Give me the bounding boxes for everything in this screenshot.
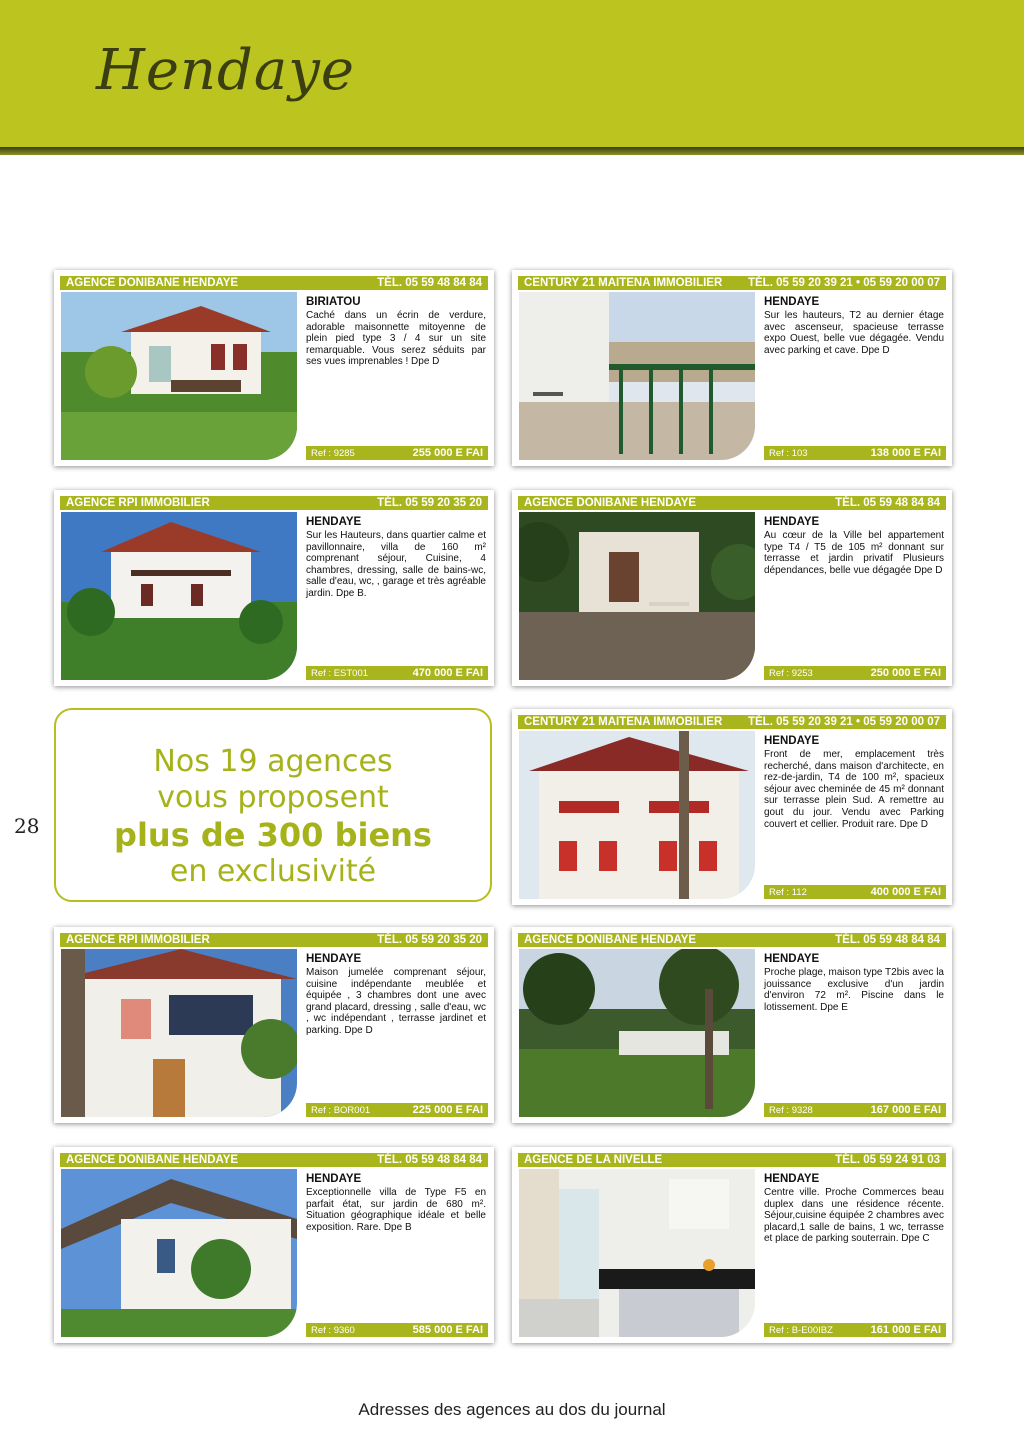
property-photo[interactable]: [61, 949, 297, 1117]
agency-phone: TÉL. 05 59 20 39 21 • 05 59 20 00 07: [747, 716, 940, 728]
agency-phone: TÉL. 05 59 20 35 20: [377, 497, 482, 509]
card-footer: [764, 446, 946, 460]
listing-card[interactable]: [512, 709, 952, 905]
agency-name: AGENCE RPI IMMOBILIER: [66, 497, 210, 509]
property-price: 470 000 E FAI: [412, 667, 483, 679]
agency-name: CENTURY 21 MAITENA IMMOBILIER: [524, 716, 723, 728]
card-header: [518, 276, 946, 290]
property-ref: Ref : 9253: [769, 667, 813, 679]
property-town: HENDAYE: [306, 953, 362, 965]
listing-card[interactable]: [512, 1147, 952, 1343]
property-town: HENDAYE: [306, 516, 362, 528]
agency-phone: TÉL. 05 59 48 84 84: [835, 497, 940, 509]
listing-card[interactable]: [54, 490, 494, 686]
property-town: BIRIATOU: [306, 296, 361, 308]
agency-phone: TÉL. 05 59 24 91 03: [835, 1154, 940, 1166]
property-price: 161 000 E FAI: [870, 1324, 941, 1336]
property-town: HENDAYE: [764, 735, 820, 747]
listing-card[interactable]: [54, 927, 494, 1123]
agency-phone: TÉL. 05 59 20 35 20: [377, 934, 482, 946]
agency-phone: TÉL. 05 59 48 84 84: [377, 277, 482, 289]
card-header: [518, 1153, 946, 1167]
card-footer: [306, 666, 488, 680]
agency-name: AGENCE DONIBANE HENDAYE: [66, 1154, 239, 1166]
property-photo[interactable]: [519, 292, 755, 460]
listing-card[interactable]: [512, 927, 952, 1123]
property-town: HENDAYE: [764, 296, 820, 308]
property-price: 138 000 E FAI: [870, 447, 941, 459]
header-rule: [0, 147, 1024, 155]
card-footer: [764, 1323, 946, 1337]
property-photo[interactable]: [519, 731, 755, 899]
agency-name: AGENCE DE LA NIVELLE: [524, 1154, 663, 1166]
card-footer: [306, 446, 488, 460]
page-number: 28: [14, 814, 40, 838]
listing-card[interactable]: [512, 270, 952, 466]
property-photo[interactable]: [519, 1169, 755, 1337]
card-footer: [764, 666, 946, 680]
property-description: Maison jumelée comprenant séjour, cuisine indépendante meublée et équipée , 3 chambres dont une avec grand placard, dressing , salle d'eau, wc , wc indépendant , terrasse jardinet et parking. Dpe D: [306, 967, 486, 1036]
promo-line: vous proposent: [157, 780, 389, 815]
agency-name: CENTURY 21 MAITENA IMMOBILIER: [524, 277, 723, 289]
listing-card[interactable]: [54, 1147, 494, 1343]
card-footer: [306, 1323, 488, 1337]
agency-phone: TÉL. 05 59 48 84 84: [835, 934, 940, 946]
card-footer: [764, 885, 946, 899]
property-price: 250 000 E FAI: [870, 667, 941, 679]
promo-line: en exclusivité: [169, 854, 377, 889]
agency-name: AGENCE RPI IMMOBILIER: [66, 934, 210, 946]
promo-line: Nos 19 agences: [153, 744, 393, 779]
card-footer: [306, 1103, 488, 1117]
property-ref: Ref : 9328: [769, 1104, 813, 1116]
property-description: Proche plage, maison type T2bis avec la jouissance exclusive d'un jardin d'environ 72 m². Piscine dans le lotissement. Dpe E: [764, 967, 944, 1013]
property-description: Sur les Hauteurs, dans quartier calme et pavillonnaire, villa de 160 m² comprenant séjour, Cuisine, 4 chambres, dressing, salle de bains-wc, salle d'eau, wc, , garage et très agréable jardin. Dpe B.: [306, 530, 486, 599]
property-price: 167 000 E FAI: [870, 1104, 941, 1116]
property-ref: Ref : 112: [769, 886, 807, 898]
card-header: [518, 933, 946, 947]
agency-name: AGENCE DONIBANE HENDAYE: [66, 277, 239, 289]
card-header: [60, 1153, 488, 1167]
property-town: HENDAYE: [306, 1173, 362, 1185]
agency-phone: TÉL. 05 59 48 84 84: [377, 1154, 482, 1166]
promo-box: [54, 708, 492, 902]
card-header: [518, 715, 946, 729]
property-ref: Ref : 9360: [311, 1324, 355, 1336]
agency-name: AGENCE DONIBANE HENDAYE: [524, 934, 697, 946]
property-price: 225 000 E FAI: [412, 1104, 483, 1116]
property-ref: Ref : 103: [769, 447, 808, 459]
property-town: HENDAYE: [764, 953, 820, 965]
card-footer: [764, 1103, 946, 1117]
page-title: Hendaye: [96, 38, 356, 103]
property-photo[interactable]: [61, 1169, 297, 1337]
promo-highlight: plus de 300 biens: [114, 816, 432, 854]
property-ref: Ref : EST001: [311, 667, 369, 679]
property-ref: Ref : BOR001: [311, 1104, 371, 1116]
property-price: 585 000 E FAI: [412, 1324, 483, 1336]
property-ref: Ref : B-E00IBZ: [769, 1324, 833, 1336]
property-photo[interactable]: [61, 512, 297, 680]
property-town: HENDAYE: [764, 516, 820, 528]
property-price: 400 000 E FAI: [870, 886, 941, 898]
property-description: Sur les hauteurs, T2 au dernier étage avec ascenseur, spacieuse terrasse expo Ouest, belle vue dégagée. Vendu avec parking et cave. Dpe D: [764, 310, 944, 356]
agency-phone: TÉL. 05 59 20 39 21 • 05 59 20 00 07: [747, 277, 940, 289]
property-description: Exceptionnelle villa de Type F5 en parfait état, sur jardin de 680 m². Situation géographique idéale et belle exposition. Rare. Dpe B: [306, 1187, 486, 1233]
property-description: Au cœur de la Ville bel appartement type T4 / T5 de 105 m² donnant sur terrasse et jardin privatif Plusieurs dépendances, belle vue dégagée Dpe D: [764, 530, 944, 576]
card-header: [60, 933, 488, 947]
property-description: Centre ville. Proche Commerces beau duplex dans une résidence récente. Séjour,cuisine équipée 2 chambres avec placard,1 salle de bains, 1 wc, terrasse et place de parking souterrain. Dpe C: [764, 1187, 944, 1245]
listing-card[interactable]: [512, 490, 952, 686]
property-photo[interactable]: [519, 512, 755, 680]
card-header: [60, 276, 488, 290]
property-ref: Ref : 9285: [311, 447, 355, 459]
footer-note: Adresses des agences au dos du journal: [358, 1400, 666, 1419]
property-description: Front de mer, emplacement très recherché, dans maison d'architecte, en rez-de-jardin, T4 de 100 m², spacieux séjour avec cheminée de 45 m² donnant sur terrasse plein Sud. A remettre au gout du jour. Vendu avec Parking couvert et cellier. Produit rare. Dpe D: [764, 749, 944, 830]
card-header: [60, 496, 488, 510]
card-header: [518, 496, 946, 510]
property-description: Caché dans un écrin de verdure, adorable maisonnette mitoyenne de plein pied type 3 / 4 sur un site remarquable. Vous serez séduits par ses vues imprenables ! Dpe D: [306, 310, 486, 368]
listing-card[interactable]: [54, 270, 494, 466]
property-photo[interactable]: [61, 292, 297, 460]
property-town: HENDAYE: [764, 1173, 820, 1185]
property-price: 255 000 E FAI: [412, 447, 483, 459]
agency-name: AGENCE DONIBANE HENDAYE: [524, 497, 697, 509]
property-photo[interactable]: [519, 949, 755, 1117]
